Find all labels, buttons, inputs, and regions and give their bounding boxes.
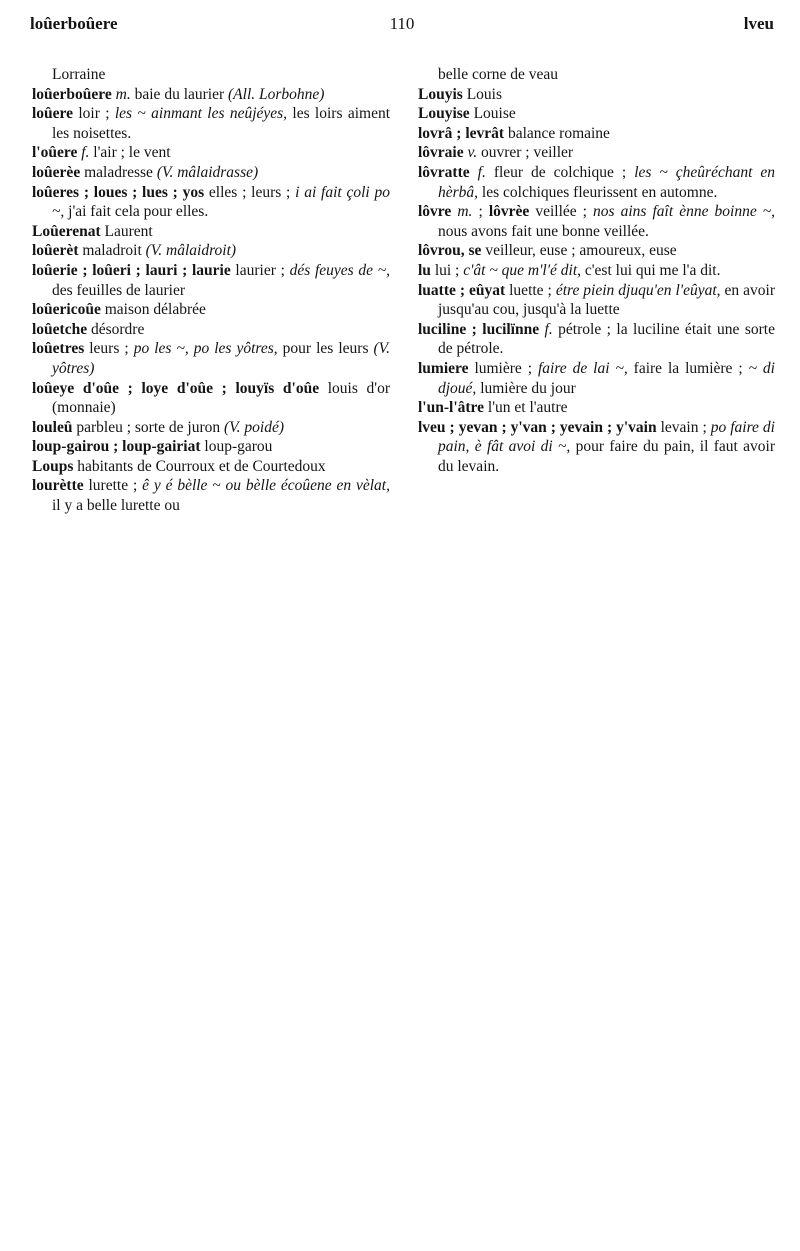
dictionary-entry: [32, 65, 390, 85]
headword: loûericoûe: [32, 301, 101, 319]
dictionary-entry: [418, 281, 775, 320]
headword: Louyise: [418, 105, 470, 123]
headword: lu: [418, 261, 431, 279]
definition-text: désordre: [87, 320, 145, 338]
italic-text: les ~ çheûréchant en hèrbâ,: [438, 163, 776, 201]
dictionary-entry: [32, 85, 390, 105]
dictionary-entry: [32, 437, 390, 457]
dictionary-entry: [32, 457, 390, 477]
headword: loûeye d'oûe ; loye d'oûe ; louyïs d'oûe: [32, 379, 320, 397]
headword: luciline ; lucilïnne: [418, 320, 540, 338]
dictionary-entry: [418, 124, 775, 144]
definition-text: l'air ; le vent: [89, 144, 171, 162]
definition-text: lumière ;: [468, 359, 538, 377]
italic-text: nos ains faît ènne boinne ~,: [593, 203, 775, 221]
dictionary-entry: [418, 398, 775, 418]
definition-text: pour faire du pain, il faut avoir du levain.: [438, 438, 776, 475]
headword: lôvratte: [418, 163, 470, 181]
headword: loûere: [32, 105, 74, 123]
dictionary-entry: [32, 222, 390, 242]
dictionary-entry: [418, 241, 775, 261]
italic-text: (V. poidé): [224, 418, 284, 436]
headword: l'un-l'âtre: [418, 399, 485, 417]
headword: lôvrou, se: [418, 242, 482, 260]
italic-text: i ai fait çoli po ~,: [52, 183, 390, 221]
definition-text: baie du laurier: [130, 85, 229, 103]
definition-text: louis d'or (monnaie): [52, 379, 390, 417]
headword: loûerèt: [32, 242, 79, 260]
italic-text: (V. yôtres): [52, 340, 390, 377]
definition-text: laurier ;: [230, 261, 290, 279]
definition-text: habitants de Courroux et de Courtedoux: [73, 457, 326, 475]
headword: lôvrèe: [488, 203, 530, 221]
dictionary-entry: [32, 163, 390, 183]
dictionary-entry: [32, 476, 390, 515]
italic-text: f.: [81, 144, 90, 162]
dictionary-entry: [32, 143, 390, 163]
definition-text: leurs ;: [84, 340, 134, 358]
headword: lovrâ ; levrât: [418, 124, 505, 142]
dictionary-entry: [418, 163, 775, 202]
headword: loûerie ; loûeri ; lauri ; laurie: [32, 261, 231, 279]
italic-text: (V. mâlaidroit): [145, 242, 237, 260]
headword: luatte ; eûyat: [418, 281, 506, 299]
definition-text: les colchiques fleurissent en automne.: [478, 183, 718, 201]
headword: l'oûere: [32, 144, 78, 162]
headword: loûerèe: [32, 163, 81, 181]
left-column: [32, 65, 390, 516]
italic-text: dés feuyes de ~,: [289, 261, 390, 279]
italic-text: faire de lai ~,: [537, 359, 628, 377]
definition-text: pétrole ; la luciline était une sorte de pétrole.: [438, 320, 775, 358]
definition-text: ouvrer ; veiller: [477, 144, 574, 162]
headword: loûerboûere: [32, 85, 112, 103]
running-header: [30, 14, 774, 40]
definition-text: faire la lumière ;: [627, 359, 749, 377]
definition-text: j'ai fait cela pour elles.: [64, 203, 209, 221]
header-right-guide-word: lveu: [743, 14, 774, 33]
italic-text: les ~ ainmant les neûjéyes,: [114, 105, 288, 123]
headword: lôvre: [418, 203, 452, 221]
dictionary-entry: [32, 241, 390, 261]
dictionary-entry: [32, 339, 390, 378]
definition-text: loir ;: [73, 105, 115, 123]
dictionary-entry: [418, 202, 775, 241]
definition-text: il y a belle lurette ou: [52, 497, 180, 515]
dictionary-entry: [32, 261, 390, 300]
dictionary-entry: [32, 320, 390, 340]
definition-text: veilleur, euse ; amoureux, euse: [481, 242, 677, 260]
dictionary-entry: [418, 418, 775, 477]
definition-text: levain ;: [656, 418, 711, 436]
italic-text: f.: [477, 163, 486, 181]
dictionary-entry: [32, 104, 390, 143]
definition-text: Louise: [469, 105, 516, 123]
dictionary-entry: [418, 359, 775, 398]
definition-text: veillée ;: [529, 203, 594, 221]
definition-text: luette ;: [505, 281, 556, 299]
dictionary-entry: [418, 85, 775, 105]
italic-text: c'ât ~ que m'l'é dit,: [463, 261, 581, 279]
definition-text: maison délabrée: [100, 301, 206, 319]
definition-text: elles ; leurs ;: [204, 183, 296, 201]
italic-text: po les ~, po les yôtres,: [133, 340, 278, 358]
definition-text: ;: [472, 203, 489, 221]
italic-text: m.: [115, 85, 131, 103]
definition-text: en avoir jusqu'au cou, jusqu'à la luette: [438, 281, 775, 319]
headword: lourètte: [32, 477, 84, 495]
definition-text: maladroit: [78, 242, 146, 260]
dictionary-entry: [418, 320, 775, 359]
definition-text: belle corne de veau: [438, 66, 559, 83]
page-number: 110: [389, 14, 415, 33]
right-column: [418, 65, 775, 476]
dictionary-entry: [418, 104, 775, 124]
definition-text: balance romaine: [504, 124, 610, 142]
dictionary-entry: [418, 65, 775, 85]
definition-text: l'un et l'autre: [484, 399, 568, 417]
definition-text: [470, 164, 478, 181]
definition-text: lui ;: [430, 261, 464, 279]
definition-text: lurette ;: [83, 477, 143, 495]
definition-text: les loirs aiment les noisettes.: [52, 105, 390, 142]
definition-text: Louis: [462, 85, 502, 103]
dictionary-entry: [32, 379, 390, 418]
dictionary-entry: [32, 418, 390, 438]
definition-text: c'est lui qui me l'a dit.: [581, 261, 721, 279]
dictionary-entry: [418, 261, 775, 281]
headword: loup-gairou ; loup-gairiat: [32, 438, 201, 456]
headword: lumiere: [418, 359, 469, 377]
definition-text: Lorraine: [52, 66, 106, 83]
definition-text: fleur de colchique ;: [485, 163, 635, 181]
italic-text: étre piein djuqu'en l'eûyat,: [555, 281, 721, 299]
definition-text: loup-garou: [200, 438, 273, 456]
dictionary-entry: [32, 300, 390, 320]
definition-text: Laurent: [100, 222, 153, 240]
headword: loûeres ; loues ; lues ; yos: [32, 183, 205, 201]
italic-text: ê y é bèlle ~ ou bèlle écoûene en vèlat,: [142, 477, 390, 495]
italic-text: ~ di djoué,: [438, 359, 775, 397]
definition-text: pour les leurs: [277, 340, 374, 358]
definition-text: parbleu ; sorte de juron: [72, 418, 224, 436]
headword: loûetche: [32, 320, 88, 338]
italic-text: po faire di pain, è fât avoi di ~,: [438, 418, 775, 456]
italic-text: (V. mâlaidrasse): [156, 163, 259, 181]
definition-text: nous avons fait une bonne veillée.: [438, 222, 649, 240]
header-left-guide-word: loûerboûere: [30, 14, 118, 33]
headword: Loups: [32, 457, 74, 475]
italic-text: f.: [544, 320, 553, 338]
dictionary-entry: [32, 183, 390, 222]
headword: Louyis: [418, 85, 463, 103]
italic-text: m.: [457, 203, 473, 221]
italic-text: (All. Lorbohne): [228, 85, 325, 103]
headword: lôvraie: [418, 144, 464, 162]
dictionary-entry: [418, 143, 775, 163]
definition-text: lumière du jour: [476, 379, 576, 397]
headword: lveu ; yevan ; y'van ; yevain ; y'vain: [418, 418, 657, 436]
headword: Loûerenat: [32, 222, 101, 240]
definition-text: des feuilles de laurier: [52, 281, 185, 299]
italic-text: v.: [467, 144, 478, 162]
definition-text: maladresse: [80, 163, 157, 181]
headword: loûetres: [32, 340, 85, 358]
headword: louleû: [32, 418, 73, 436]
